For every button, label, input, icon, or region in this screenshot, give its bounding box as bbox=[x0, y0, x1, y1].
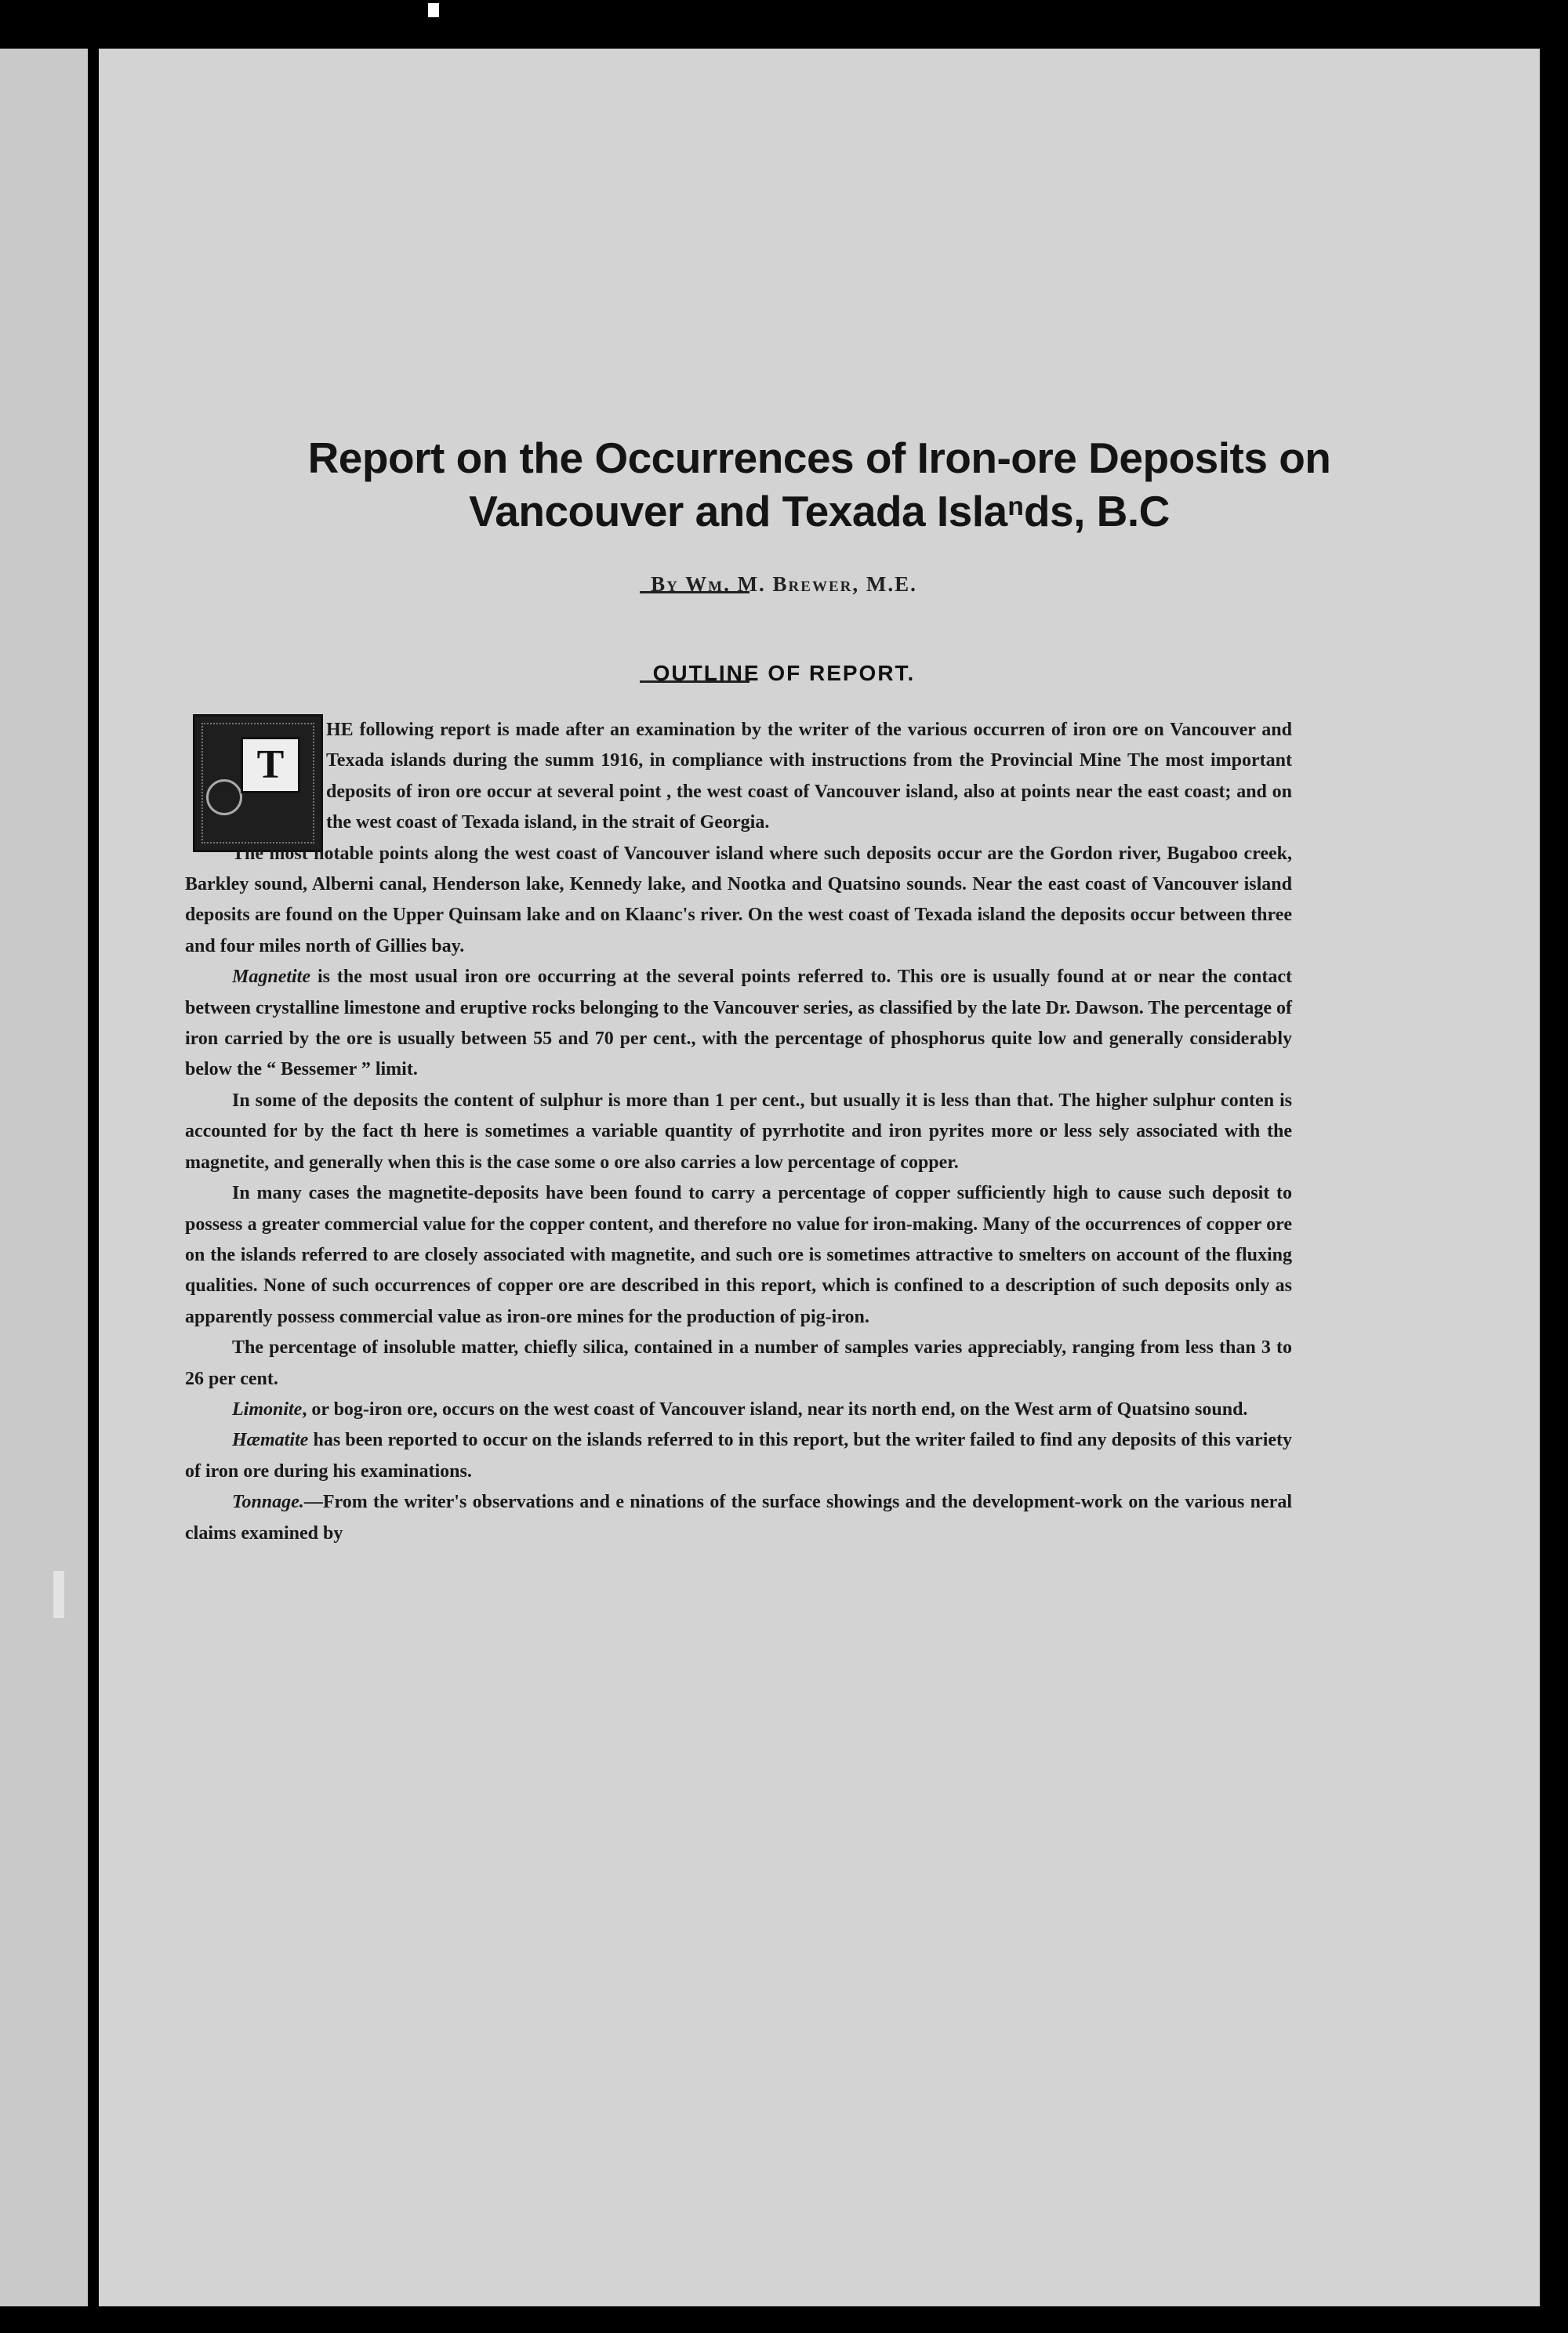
paragraph-9-text: —From the writer's observations and e ninations of the surface showings and the development-work on the various neral claims examined by bbox=[185, 1492, 1292, 1544]
report-title bbox=[99, 431, 1540, 538]
title-line-1: Report on the Occurrences of Iron-ore Deposits on bbox=[307, 434, 1331, 482]
report-body bbox=[185, 715, 1292, 1549]
term-limonite: Limonite bbox=[232, 1399, 303, 1420]
scan-mark bbox=[428, 3, 439, 17]
drop-cap-letter: T bbox=[241, 737, 300, 793]
paragraph-6: The percentage of insoluble matter, chiefly silica, contained in a number of samples varies appreciably, ranging from less than 3 to 26 per cent. bbox=[185, 1337, 1292, 1389]
adjacent-page-edge bbox=[0, 49, 88, 2306]
author-byline: By Wm. M. Brewer, M.E. bbox=[651, 572, 917, 596]
paragraph-7 bbox=[185, 1395, 1292, 1425]
title-line-2: Vancouver and Texada Islaⁿds, B.C bbox=[469, 487, 1170, 535]
paragraph-3-text: is the most usual iron ore occurring at the several points referred to. This ore is usually found at or near the contact between crystalline limestone and eruptive rocks belonging to the Vancouver series, as classified by the late Dr. Dawson. The percentage of iron carried by the ore is usually between 55 and 70 per cent., with the percentage of phosphorus quite low and generally considerably below the “ Bessemer ” limit. bbox=[185, 967, 1292, 1080]
paragraph-8-text: has been reported to occur on the islands referred to in this report, but the writer failed to find any deposits of this variety of iron ore during his examinations. bbox=[185, 1430, 1292, 1482]
paragraph-3 bbox=[185, 962, 1292, 1086]
paragraph-7-text: , or bog-iron ore, occurs on the west coast of Vancouver island, near its north end, on the West arm of Quatsino sound. bbox=[302, 1399, 1248, 1420]
term-haematite: Hæmatite bbox=[232, 1430, 309, 1451]
term-magnetite: Magnetite bbox=[232, 967, 310, 988]
term-tonnage: Tonnage. bbox=[232, 1492, 304, 1513]
page-margin-mark bbox=[53, 1571, 64, 1618]
section-heading: OUTLINE OF REPORT. bbox=[652, 661, 916, 685]
paragraph-8 bbox=[185, 1425, 1292, 1487]
paragraph-9 bbox=[185, 1487, 1292, 1549]
paragraph-1: HE following report is made after an examination by the writer of the various occurren of iron ore on Vancouver and Texada islands during the summ 1916, in compliance with instructions from the Provincial Mine The most important deposits of iron ore occur at several point , the west coast of Vancouver island, also at points near the east coast; and on the west coast of Texada island, in the strait of Georgia. bbox=[326, 720, 1292, 833]
paragraph-2: The most notable points along the west coast of Vancouver island where such deposits occur are the Gordon river, Bugaboo creek, Barkley sound, Alberni canal, Henderson lake, Kennedy lake, and Nootka and Quatsino sounds. Near the east coast of Vancouver island deposits are found on the Upper Quinsam lake and on Klaanc's river. On the west coast of Texada island the deposits occur between three and four miles north of Gillies bay. bbox=[185, 843, 1292, 956]
paragraph-4: In some of the deposits the content of sulphur is more than 1 per cent., but usually it is less than that. The higher sulphur conten is accounted for by the fact th here is sometimes a variable quantity of pyrrhotite and iron pyrites more or less sely associated with the magnetite, and generally when this is the case some o ore also carries a low percentage of copper. bbox=[185, 1090, 1292, 1173]
paragraph-5: In many cases the magnetite-deposits have been found to carry a percentage of copper sufficiently high to cause such deposit to possess a greater commercial value for the copper content, and therefore no value for iron-making. Many of the occurrences of copper ore on the islands referred to are closely associated with magnetite, and such ore is sometimes attractive to smelters on account of the fluxing qualities. None of such occurrences of copper ore are described in this report, which is confined to a description of such deposits only as apparently possess commercial value as iron-ore mines for the production of pig-iron. bbox=[185, 1183, 1292, 1327]
